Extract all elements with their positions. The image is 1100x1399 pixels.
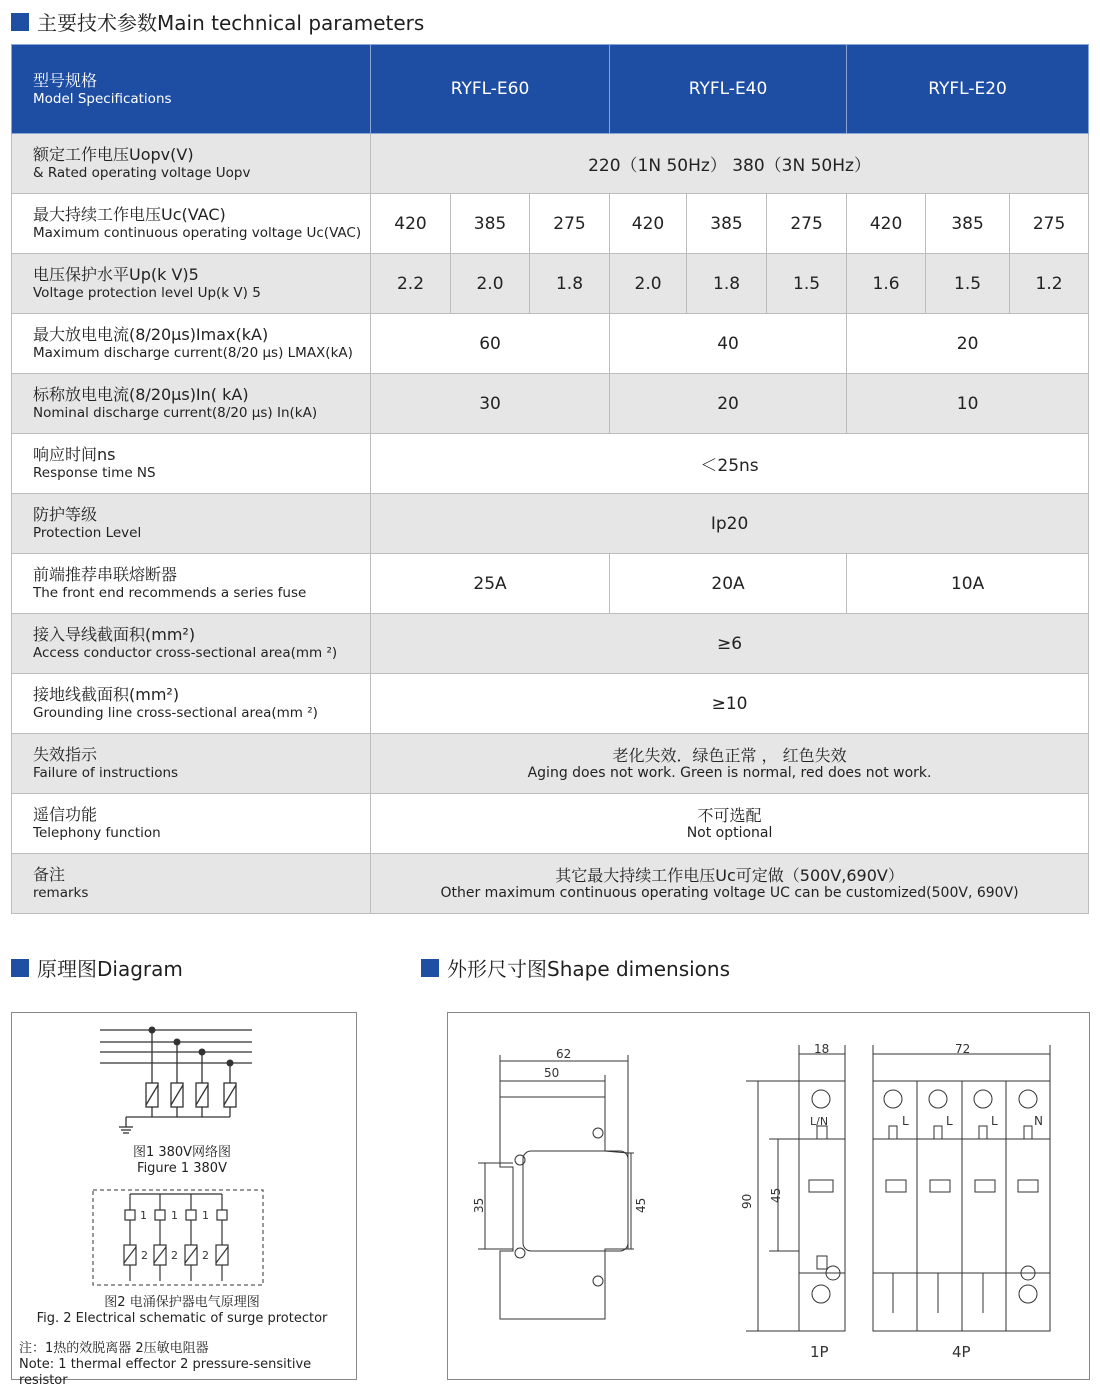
row-label <box>12 494 371 554</box>
dim-35: 35 <box>472 1197 486 1213</box>
row-response-time <box>12 434 1089 494</box>
cell-value: 30 <box>371 374 610 434</box>
row-value-en: Aging does not work. Green is normal, red does not work. <box>527 764 932 781</box>
cell-value: 2.0 <box>451 254 530 314</box>
row-label-cn: 备注 <box>33 865 66 884</box>
label-4p: 4P <box>952 1343 971 1361</box>
row-fuse <box>12 554 1089 614</box>
module-4p <box>873 1045 1050 1331</box>
model-e20: RYFL-E20 <box>847 45 1089 134</box>
row-label <box>12 734 371 794</box>
row-nominal-discharge <box>12 374 1089 434</box>
fig1-caption-cn: 图1 380V网络图 <box>132 1145 232 1160</box>
tech-section-title <box>11 7 424 36</box>
row-value-cn: 不可选配 <box>697 805 762 825</box>
row-label <box>12 374 371 434</box>
header-row <box>12 45 1089 134</box>
row-label-en: Response time NS <box>33 465 156 481</box>
row-label-en: Access conductor cross-sectional area(mm ²) <box>33 645 338 661</box>
cell-value: 20 <box>847 314 1089 374</box>
header-label-en: Model Specifications <box>33 90 172 107</box>
cell-value: 25A <box>371 554 610 614</box>
section-square-icon <box>11 959 29 977</box>
cell-value: 60 <box>371 314 610 374</box>
cell-value: 385 <box>687 194 767 254</box>
cell-value: 10A <box>847 554 1089 614</box>
cell-value: 20 <box>610 374 847 434</box>
row-label-en: Telephony function <box>33 825 161 841</box>
cell-value: 385 <box>926 194 1010 254</box>
row-label <box>12 854 371 914</box>
dim-18: 18 <box>814 1042 830 1056</box>
cell-value: 275 <box>767 194 847 254</box>
row-remarks <box>12 854 1089 914</box>
spec-table <box>11 44 1089 914</box>
row-label-en: Nominal discharge current(8/20 μs) In(kA) <box>33 405 318 421</box>
thermal-label: 1 <box>171 1209 178 1222</box>
cell-value: 2.2 <box>371 254 451 314</box>
fig1-caption <box>102 1145 262 1177</box>
row-access-conductor <box>12 614 1089 674</box>
row-value-cn: 其它最大持续工作电压Uc可定做（500V,690V） <box>555 865 904 885</box>
row-label-cn: 标称放电电流(8/20μs)In( kA) <box>33 385 249 404</box>
note <box>19 1341 354 1389</box>
row-value: ＜25ns <box>371 434 1089 494</box>
row-label-en: Failure of instructions <box>33 765 179 781</box>
row-telephony <box>12 794 1089 854</box>
row-label-en: Maximum continuous operating voltage Uc(VAC) <box>33 225 362 241</box>
row-label-cn: 最大持续工作电压Uc(VAC) <box>33 205 226 224</box>
row-label-cn: 额定工作电压Uopv(V) <box>33 145 194 164</box>
row-label-cn: 失效指示 <box>33 745 98 764</box>
cell-value: 275 <box>1010 194 1089 254</box>
row-rated-voltage <box>12 134 1089 194</box>
row-label-en: Protection Level <box>33 525 142 541</box>
thermal-label: 1 <box>202 1209 209 1222</box>
cell-value: 10 <box>847 374 1089 434</box>
fig2-caption <box>22 1295 342 1327</box>
row-label-en: Voltage protection level Up(k V) 5 <box>33 285 261 301</box>
terminal-label-l: L <box>902 1114 909 1128</box>
row-label-en: & Rated operating voltage Uopv <box>33 165 251 181</box>
model-e60: RYFL-E60 <box>371 45 610 134</box>
row-label-cn: 遥信功能 <box>33 805 98 824</box>
terminal-label-l: L <box>946 1114 953 1128</box>
terminal-label-l: L <box>991 1114 998 1128</box>
row-label-en: The front end recommends a series fuse <box>33 585 307 601</box>
tech-section-title-text: 主要技术参数Main technical parameters <box>37 11 425 35</box>
cell-value: 420 <box>847 194 926 254</box>
row-label <box>12 194 371 254</box>
row-label-en: Maximum discharge current(8/20 μs) LMAX(kA) <box>33 345 353 361</box>
dimension-drawing <box>448 1013 1089 1379</box>
dim-62: 62 <box>556 1047 572 1061</box>
dimension-box <box>447 1012 1090 1380</box>
row-label-cn: 响应时间ns <box>33 445 116 464</box>
shape-section-title <box>421 953 730 982</box>
note-en: Note: 1 thermal effector 2 pressure-sensitive resistor <box>19 1357 312 1388</box>
cell-value: 1.2 <box>1010 254 1089 314</box>
row-protection-level <box>12 254 1089 314</box>
row-label-cn: 防护等级 <box>33 505 98 524</box>
row-protection-class <box>12 494 1089 554</box>
row-value <box>371 794 1089 854</box>
dim-90: 90 <box>740 1193 754 1209</box>
row-grounding <box>12 674 1089 734</box>
row-value <box>371 734 1089 794</box>
module-1p <box>746 1045 845 1331</box>
row-max-discharge <box>12 314 1089 374</box>
row-failure <box>12 734 1089 794</box>
row-value <box>371 854 1089 914</box>
cell-value: 1.6 <box>847 254 926 314</box>
cell-value: 1.8 <box>530 254 610 314</box>
fig1-caption-en: Figure 1 380V <box>137 1161 227 1176</box>
row-value-cn: 老化失效．绿色正常 ， 红色失效 <box>612 745 847 765</box>
fig2-caption-en: Fig. 2 Electrical schematic of surge protector <box>36 1311 328 1326</box>
diagram-section-title <box>11 953 183 982</box>
thermal-label: 1 <box>140 1209 147 1222</box>
varistor-label: 2 <box>141 1249 148 1262</box>
row-value: 220（1N 50Hz） 380（3N 50Hz） <box>371 134 1089 194</box>
varistor-label: 2 <box>171 1249 178 1262</box>
cell-value: 40 <box>610 314 847 374</box>
row-label-cn: 前端推荐串联熔断器 <box>33 565 178 584</box>
row-label <box>12 434 371 494</box>
header-label <box>12 45 371 134</box>
cell-value: 385 <box>451 194 530 254</box>
row-label <box>12 134 371 194</box>
row-label <box>12 314 371 374</box>
fig2-caption-cn: 图2 电涌保护器电气原理图 <box>104 1295 260 1310</box>
row-label <box>12 794 371 854</box>
row-label <box>12 614 371 674</box>
row-label-cn: 最大放电电流(8/20μs)Imax(kA) <box>33 325 269 344</box>
label-1p: 1P <box>810 1343 829 1361</box>
row-label <box>12 674 371 734</box>
row-label-cn: 接入导线截面积(mm²) <box>33 625 196 644</box>
row-label-en: Grounding line cross-sectional area(mm ²) <box>33 705 318 721</box>
cell-value: 1.8 <box>687 254 767 314</box>
cell-value: 420 <box>371 194 451 254</box>
network-diagram <box>100 1030 252 1133</box>
header-label-cn: 型号规格 <box>33 70 98 90</box>
row-value-en: Not optional <box>686 824 773 841</box>
varistor-label: 2 <box>202 1249 209 1262</box>
model-e40: RYFL-E40 <box>610 45 847 134</box>
cell-value: 2.0 <box>610 254 687 314</box>
dim-45: 45 <box>634 1197 648 1213</box>
row-label-cn: 电压保护水平Up(k V)5 <box>33 265 199 284</box>
row-label-en: remarks <box>33 885 89 901</box>
dim-50: 50 <box>544 1066 560 1080</box>
row-value: Ip20 <box>371 494 1089 554</box>
row-max-continuous <box>12 194 1089 254</box>
row-value: ≥10 <box>371 674 1089 734</box>
cell-value: 20A <box>610 554 847 614</box>
protector-circuit <box>124 1194 228 1281</box>
row-label <box>12 254 371 314</box>
row-label <box>12 554 371 614</box>
diagram-box <box>11 1012 357 1388</box>
diagram-section-title-text: 原理图Diagram <box>37 957 183 981</box>
row-value: ≥6 <box>371 614 1089 674</box>
terminal-label-n: N <box>1034 1114 1043 1128</box>
cell-value: 275 <box>530 194 610 254</box>
cell-value: 420 <box>610 194 687 254</box>
dim-45b: 45 <box>769 1187 783 1203</box>
cell-value: 1.5 <box>767 254 847 314</box>
row-label-cn: 接地线截面积(mm²) <box>33 685 180 704</box>
side-view <box>478 1055 634 1319</box>
terminal-label-ln: L/N <box>810 1115 829 1128</box>
dim-72: 72 <box>955 1042 971 1056</box>
shape-section-title-text: 外形尺寸图Shape dimensions <box>447 957 731 981</box>
section-square-icon <box>421 959 439 977</box>
cell-value: 1.5 <box>926 254 1010 314</box>
schematic-frame <box>93 1190 263 1285</box>
row-value-en: Other maximum continuous operating voltage UC can be customized(500V, 690V) <box>440 884 1019 901</box>
section-square-icon <box>11 13 29 31</box>
note-cn: 注：1热的效脱离器 2压敏电阻器 <box>19 1341 209 1356</box>
